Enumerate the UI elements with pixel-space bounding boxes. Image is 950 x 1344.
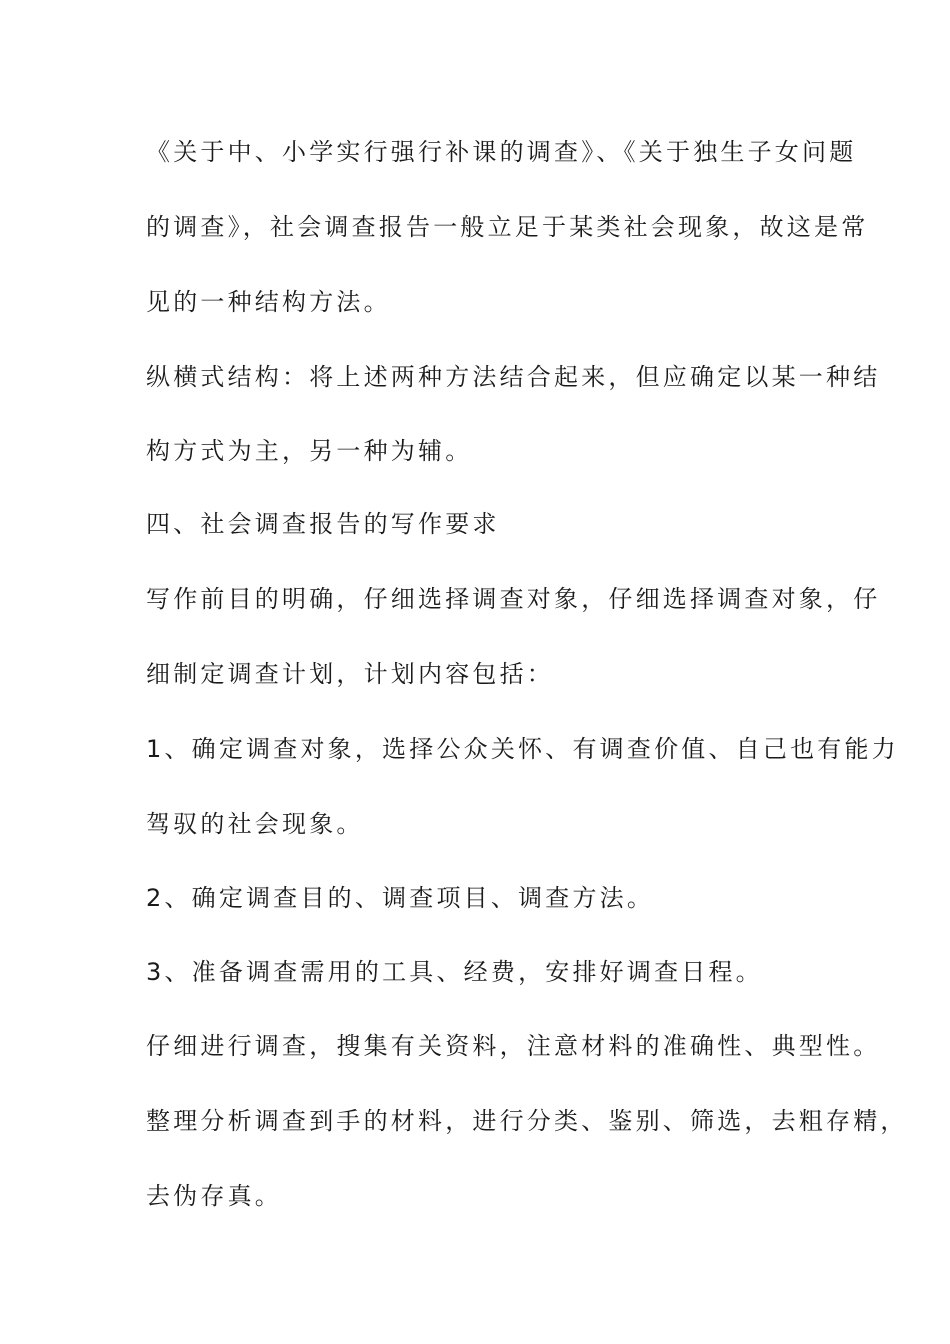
paragraph-line: 整理分析调查到手的材料，进行分类、鉴别、筛选，去粗存精，: [146, 1107, 908, 1135]
paragraph-line: 纵横式结构：将上述两种方法结合起来，但应确定以某一种结: [146, 363, 881, 391]
section-heading: 四、社会调查报告的写作要求: [146, 510, 500, 538]
list-item-line: 1、确定调查对象，选择公众关怀、有调查价值、自己也有能力: [146, 735, 899, 763]
paragraph-line: 写作前目的明确，仔细选择调查对象，仔细选择调查对象，仔: [146, 585, 881, 613]
paragraph-line: 见的一种结构方法。: [146, 288, 391, 316]
paragraph-line: 《关于中、小学实行强行补课的调查》、《关于独生子女问题: [146, 138, 857, 166]
list-item-line: 驾驭的社会现象。: [146, 810, 364, 838]
paragraph-line: 构方式为主，另一种为辅。: [146, 437, 473, 465]
paragraph-line: 仔细进行调查，搜集有关资料，注意材料的准确性、典型性。: [146, 1032, 881, 1060]
paragraph-line: 细制定调查计划，计划内容包括：: [146, 660, 554, 688]
list-item-line: 2、确定调查目的、调查项目、调查方法。: [146, 884, 655, 912]
paragraph-line: 去伪存真。: [146, 1182, 282, 1210]
paragraph-line: 的调查》，社会调查报告一般立足于某类社会现象，故这是常: [146, 213, 869, 241]
list-item-line: 3、准备调查需用的工具、经费，安排好调查日程。: [146, 958, 763, 986]
